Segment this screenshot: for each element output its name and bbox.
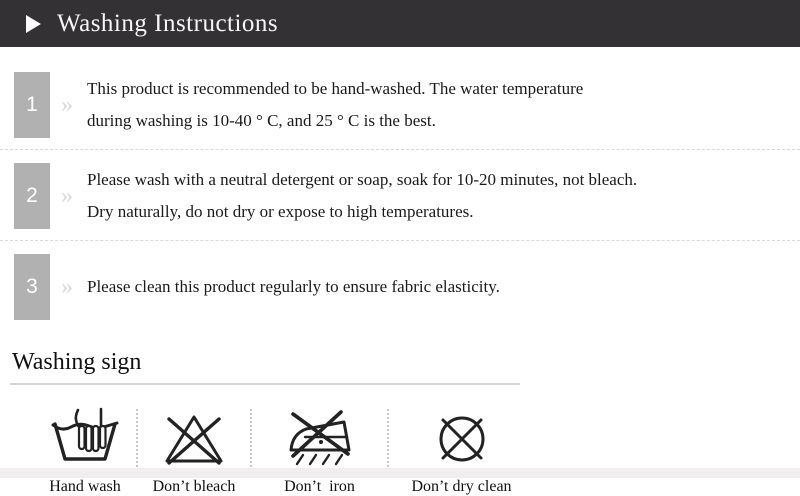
- chevron-right-icon: »: [61, 91, 73, 118]
- symbol-label-dont-dry-clean: Don’t dry clean: [411, 478, 512, 495]
- instruction-item-2: [0, 163, 800, 241]
- step-2-badge: 2: [14, 163, 50, 229]
- instructions-list: [0, 47, 800, 331]
- step-3-badge: 3: [14, 254, 50, 320]
- symbol-dont-iron: [252, 405, 387, 496]
- instruction-text-3: [84, 254, 500, 320]
- instruction-1-line-2: during washing is 10-40 ° C, and 25 ° C is the best.: [87, 111, 436, 130]
- step-1-badge: 1: [14, 72, 50, 138]
- instruction-text-1: [84, 72, 583, 138]
- washing-symbols-row: [34, 405, 800, 496]
- hand-wash-icon: [50, 407, 120, 469]
- symbol-dont-bleach: [138, 405, 250, 496]
- instruction-text-2: [84, 163, 637, 229]
- instruction-item-3: [0, 254, 800, 331]
- instruction-1-line-1: This product is recommended to be hand-washed. The water temperature: [87, 79, 584, 98]
- symbol-hand-wash: [34, 405, 136, 496]
- play-triangle-icon: [26, 15, 41, 33]
- chevron-right-icon: »: [61, 273, 73, 300]
- symbol-label-dont-iron: Don’t iron: [284, 478, 355, 495]
- chevron-right-icon: »: [61, 182, 73, 209]
- bottom-strip: [0, 468, 800, 478]
- dont-bleach-icon: [162, 407, 226, 469]
- instruction-3-line-1: Please clean this product regularly to ensure fabric elasticity.: [87, 277, 500, 296]
- symbol-label-dont-bleach: Don’t bleach: [152, 478, 236, 495]
- dont-dry-clean-icon: [431, 407, 493, 469]
- page-title: Washing Instructions: [57, 9, 279, 37]
- symbol-label-hand-wash: Hand wash: [49, 478, 121, 495]
- instruction-item-1: [0, 72, 800, 150]
- instruction-2-line-1: Please wash with a neutral detergent or soap, soak for 10-20 minutes, not bleach.: [87, 170, 638, 189]
- header: [0, 0, 800, 47]
- dont-iron-icon: [285, 407, 355, 469]
- washing-sign-title: Washing sign: [10, 349, 520, 385]
- symbol-dont-dry-clean: [389, 405, 534, 496]
- instruction-2-line-2: Dry naturally, do not dry or expose to high temperatures.: [87, 202, 474, 221]
